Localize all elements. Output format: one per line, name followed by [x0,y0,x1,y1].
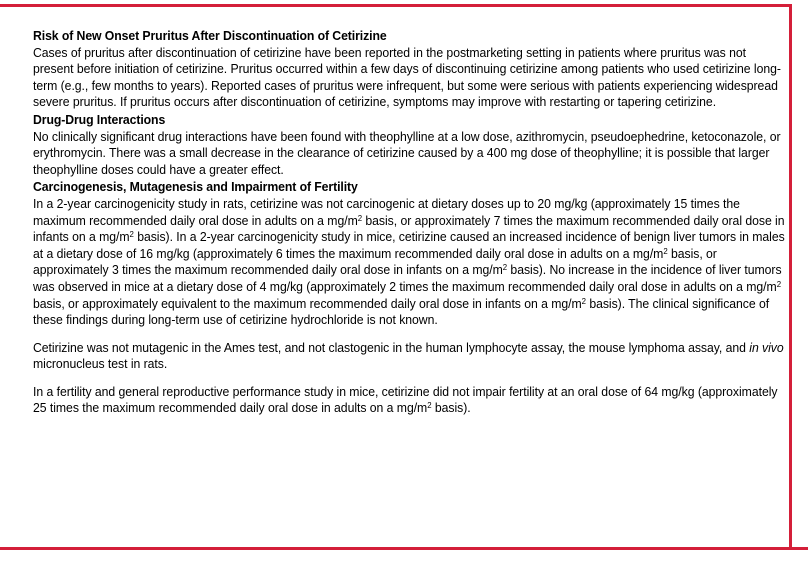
section-paragraph-carcinogenesis-2: Cetirizine was not mutagenic in the Ames test, and not clastogenic in the human lymphocyte assay, the mouse lymphoma assay, and in vivo micronucleus test in rats. [33,339,784,372]
section-heading-drug-interactions: Drug-Drug Interactions [33,111,166,127]
section-paragraph-pruritus-1: Cases of pruritus after discontinuation of cetirizine have been reported in the postmarketing setting in patients where pruritus was not present before initiation of cetirizine. Pruritus occurred within a few days of discontinuing cetirizine among patients who used cetirizine long-term (e.g., few months to years). Reported cases of pruritus were infrequent, but some were serious with patients experiencing widespread severe pruritus. If pruritus occurs after discontinuation of cetirizine, symptoms may improve with restarting or tapering cetirizine. [33,44,781,110]
document-body [33,28,783,417]
section-heading-pruritus: Risk of New Onset Pruritus After Discontinuation of Cetirizine [33,28,387,43]
right-rule-line [789,4,792,550]
section-paragraph-carcinogenesis-3: In a fertility and general reproductive performance study in mice, cetirizine did not impair fertility at an oral dose of 64 mg/kg (approximately 25 times the maximum recommended daily oral dose in adults on a $mg/m^2$ basis). [33,383,778,416]
section-paragraph-drug-interactions-1: No clinically significant drug interactions have been found with theophylline at a low dose, azithromycin, pseudoephedrine, ketoconazole, or erythromycin. There was a small decrease in the clearance of cetirizine caused by a 400 mg dose of theophylline; it is possible that larger theophylline doses could have a greater effect. [33,128,781,177]
top-rule-line [0,4,790,7]
bottom-rule-line [0,547,808,550]
section-heading-carcinogenesis: Carcinogenesis, Mutagenesis and Impairment of Fertility [33,179,358,195]
section-paragraph-carcinogenesis-1: In a 2-year carcinogenicity study in rats, cetirizine was not carcinogenic at dietary doses up to 20 mg/kg (approximately 15 times the maximum recommended daily oral dose in adults on a $mg/m^2$ basis, or approximately 7 times the maximum recommended daily oral dose in infants on a $mg/m^2$ basis). In a 2-year carcinogenicity study in mice, cetirizine caused an increased incidence of benign liver tumors in males at a dietary dose of 16 mg/kg (approximately 6 times the maximum recommended daily oral dose in adults on a $mg/m^2$ basis, or approximately 3 times the maximum recommended daily oral dose in infants on a $mg/m^2$ basis). No increase in the incidence of liver tumors was observed in mice at a dietary dose of 4 mg/kg (approximately 2 times the maximum recommended daily oral dose in adults on a $mg/m^2$ basis, or approximately equivalent to the maximum recommended daily oral dose in infants on a $mg/m^2$ basis). The clinical significance of these findings during long-term use of cetirizine hydrochloride is not known. [33,195,785,328]
